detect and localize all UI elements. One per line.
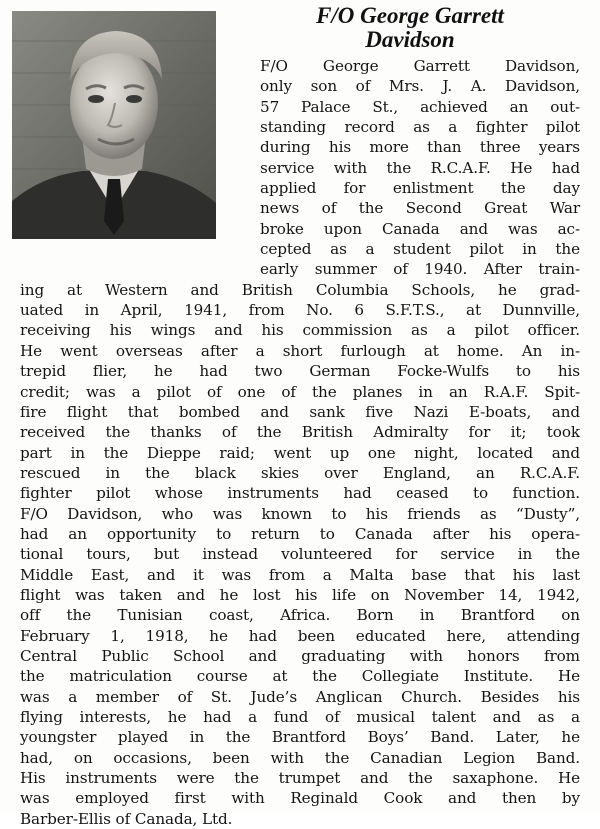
body-line: was a member of St. Jude’s Anglican Church. Besides his bbox=[20, 687, 580, 706]
body-line: flight was taken and he lost his life on November 14, 1942, bbox=[20, 585, 580, 604]
body-line: was employed first with Reginald Cook and then by bbox=[20, 789, 580, 808]
body-line: youngster played in the Brantford Boys’ Band. Later, he bbox=[20, 728, 580, 747]
body-line: broke upon Canada and was ac- bbox=[260, 219, 580, 238]
body-line: Barber-Ellis of Canada, Ltd. bbox=[20, 809, 233, 828]
body-line: news of the Second Great War bbox=[260, 199, 580, 218]
body-line: had an opportunity to return to Canada after his opera- bbox=[20, 524, 580, 543]
body-line: rescued in the black skies over England, an R.C.A.F. bbox=[20, 463, 580, 482]
body-line: Central Public School and graduating with honors from bbox=[20, 646, 580, 665]
body-line: uated in April, 1941, from No. 6 S.F.T.S., at Dunnville, bbox=[20, 301, 580, 320]
body-line: flying interests, he had a fund of musical talent and as a bbox=[20, 708, 580, 726]
article-title bbox=[240, 4, 580, 52]
body-line: cepted as a student pilot in the bbox=[260, 240, 580, 259]
body-line: receiving his wings and his commission as a pilot officer. bbox=[20, 321, 580, 340]
body-line: His instruments were the trumpet and the saxaphone. He bbox=[20, 769, 580, 788]
body-line: F/O Davidson, who was known to his friends as “Dusty”, bbox=[20, 504, 580, 523]
article-body bbox=[20, 56, 580, 829]
body-line: part in the Dieppe raid; went up one night, located and bbox=[20, 443, 580, 462]
body-line: only son of Mrs. J. A. Davidson, bbox=[260, 77, 580, 96]
body-line: applied for enlistment the day bbox=[260, 179, 580, 198]
body-line: He went overseas after a short furlough at home. An in- bbox=[20, 341, 580, 360]
body-line: fighter pilot whose instruments had ceased to function. bbox=[20, 484, 580, 503]
body-line: received the thanks of the British Admiralty for it; took bbox=[20, 423, 580, 442]
body-line: early summer of 1940. After train- bbox=[260, 260, 580, 279]
body-line: had, on occasions, been with the Canadian Legion Band. bbox=[20, 748, 580, 767]
body-line: service with the R.C.A.F. He had bbox=[260, 158, 580, 177]
title-line-1: F/O George Garrett bbox=[316, 3, 504, 28]
body-line: February 1, 1918, he had been educated here, attending bbox=[20, 626, 580, 645]
body-line: Middle East, and it was from a Malta base that his last bbox=[20, 565, 580, 584]
body-line: off the Tunisian coast, Africa. Born in Brantford on bbox=[20, 606, 580, 625]
body-line: the matriculation course at the Collegiate Institute. He bbox=[20, 667, 580, 686]
body-line: F/O George Garrett Davidson, bbox=[260, 57, 580, 75]
body-line: tional tours, but instead volunteered for service in the bbox=[20, 545, 580, 564]
body-line: credit; was a pilot of one of the planes in an R.A.F. Spit- bbox=[20, 382, 580, 401]
body-line: fire flight that bombed and sank five Nazi E-boats, and bbox=[20, 402, 580, 421]
body-line: trepid flier, he had two German Focke-Wulfs to his bbox=[20, 362, 580, 381]
body-line: standing record as a fighter pilot bbox=[260, 118, 580, 137]
body-line: 57 Palace St., achieved an out- bbox=[260, 97, 580, 116]
body-line: during his more than three years bbox=[260, 138, 580, 157]
title-line-2: Davidson bbox=[365, 27, 455, 52]
body-line: ing at Western and British Columbia Schools, he grad- bbox=[20, 280, 580, 299]
